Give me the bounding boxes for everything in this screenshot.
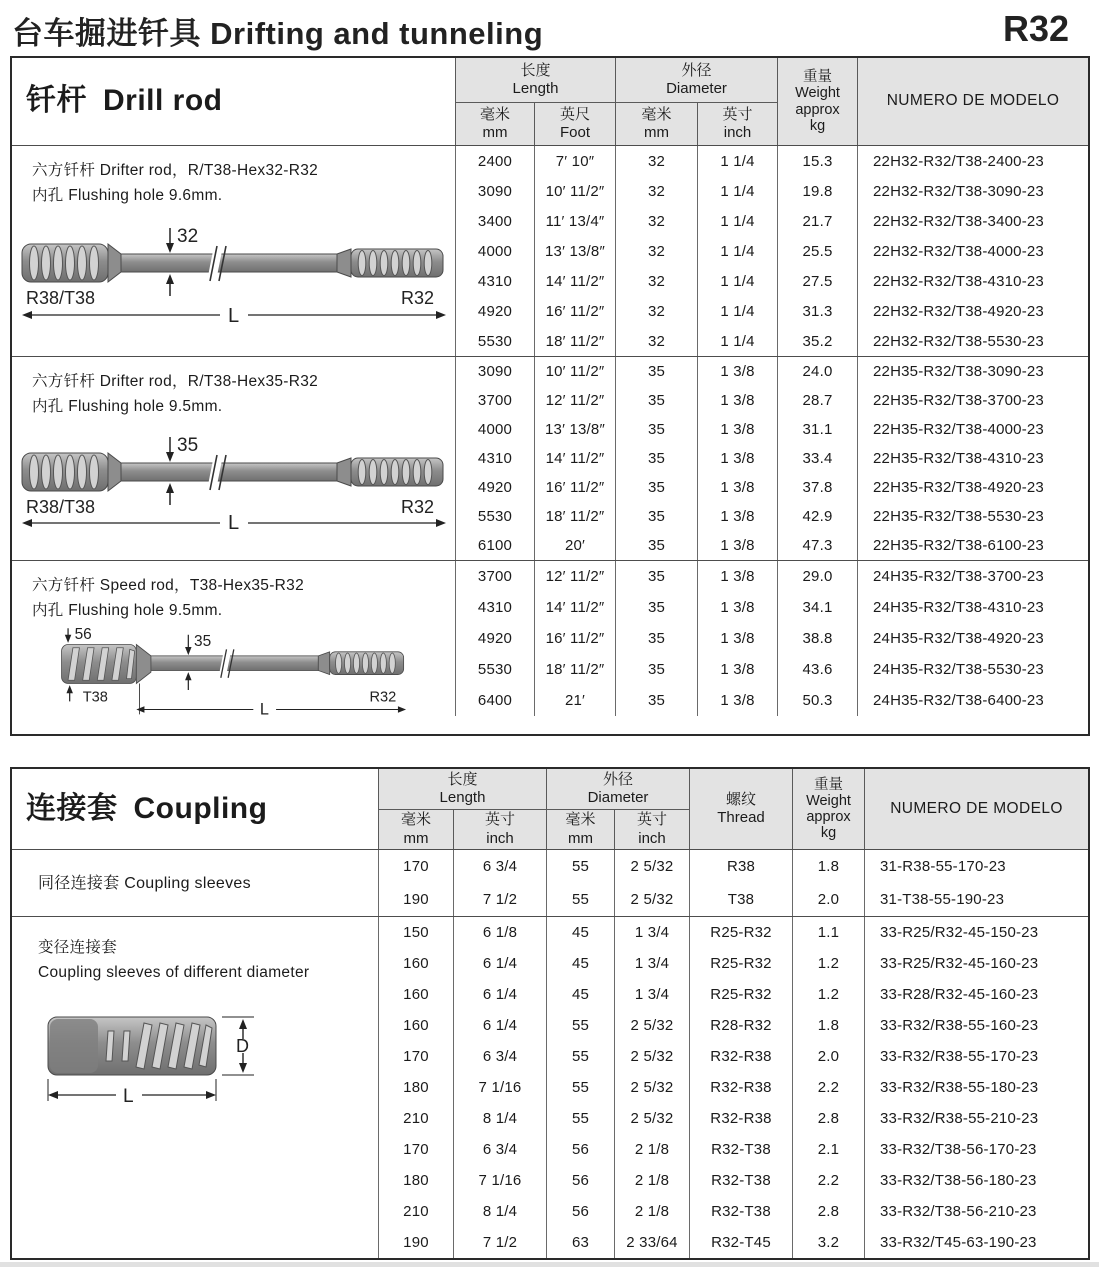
table-cell: 3400 [455,206,534,236]
length-dim-label: L [259,700,269,716]
table-cell: 3700 [455,386,534,415]
table-cell: 3090 [455,357,534,386]
dim-top-label: 32 [177,226,199,247]
drill-rod-title [12,58,455,145]
table-cell: T38 [689,883,792,916]
drill-rod-section-1 [12,146,1088,356]
table-cell: 7′ 10″ [534,146,615,176]
drill-rod-title-zh: 钎杆 [26,84,87,118]
header-diameter: 外径 Diameter [615,58,777,102]
table-cell: 2.0 [792,1041,864,1072]
coupling-title-zh: 连接套 [26,791,118,825]
table-cell: 24H35-R32/T38-3700-23 [857,561,1088,592]
table-cell: 2.8 [792,1103,864,1134]
coupling-title [12,769,378,849]
table-cell: 32 [615,206,697,236]
table-cell: 35 [615,531,697,560]
table-cell: 55 [546,1072,614,1103]
table-cell: 5530 [455,326,534,356]
table-cell: 1 3/8 [697,502,777,531]
table-cell: 55 [546,850,614,883]
table-cell: 14′ 11/2″ [534,444,615,473]
table-cell: 22H32-R32/T38-4000-23 [857,236,1088,266]
table-cell: 1 1/4 [697,146,777,176]
table-cell: R25-R32 [689,948,792,979]
table-cell: 31-T38-55-190-23 [864,883,1088,916]
description-line: Coupling sleeves of different diameter [38,964,310,981]
table-cell: R25-R32 [689,917,792,948]
table-cell: 1 3/8 [697,654,777,685]
table-cell: 35 [615,561,697,592]
description-line: 内孔 Flushing hole 9.6mm. [32,187,223,204]
coupling-section-1 [12,850,1088,916]
table-cell: 22H32-R32/T38-4310-23 [857,266,1088,296]
table-cell: 33-R32/T38-56-180-23 [864,1165,1088,1196]
table-cell: 22H32-R32/T38-3090-23 [857,176,1088,206]
table-cell: 55 [546,883,614,916]
table-cell: 1 3/8 [697,473,777,502]
table-cell: 1 3/8 [697,386,777,415]
table-cell: 34.1 [777,592,857,623]
page-title [12,8,543,53]
table-cell: 6100 [455,531,534,560]
table-cell: 47.3 [777,531,857,560]
coupling-sleeve-diagram [38,999,288,1124]
table-cell: 35 [615,502,697,531]
table-cell: 24H35-R32/T38-4920-23 [857,623,1088,654]
section-description [12,850,378,916]
header-length-inch: 英寸 inch [453,809,546,849]
table-cell: 1.1 [792,917,864,948]
table-cell: 1.8 [792,1010,864,1041]
table-cell: 2 33/64 [614,1227,689,1258]
table-cell: 1 1/4 [697,236,777,266]
table-cell: 2.1 [792,1134,864,1165]
table-cell: 24H35-R32/T38-4310-23 [857,592,1088,623]
table-cell: 28.7 [777,386,857,415]
table-cell: 1 3/8 [697,357,777,386]
table-cell: 56 [546,1134,614,1165]
table-cell: 13′ 13/8″ [534,236,615,266]
table-cell: 1 3/8 [697,531,777,560]
table-cell: 4310 [455,592,534,623]
table-cell: 13′ 13/8″ [534,415,615,444]
table-cell: 35 [615,623,697,654]
table-cell: 2 5/32 [614,1041,689,1072]
table-cell: 6 1/4 [453,979,546,1010]
thread-left-label: R38/T38 [26,288,96,308]
table-cell: 22H32-R32/T38-5530-23 [857,326,1088,356]
table-cell: 32 [615,326,697,356]
table-cell: R32-R38 [689,1072,792,1103]
drill-rod-title-en: Drill rod [103,84,223,118]
table-cell: 31-R38-55-170-23 [864,850,1088,883]
table-cell: 18′ 11/2″ [534,654,615,685]
drill-rod-table [10,56,1090,736]
table-cell: 1 3/8 [697,561,777,592]
table-cell: 1 1/4 [697,206,777,236]
table-cell: 4310 [455,266,534,296]
table-cell: 1 3/4 [614,979,689,1010]
description-line: 变径连接套 [38,939,118,956]
table-cell: 22H35-R32/T38-4000-23 [857,415,1088,444]
table-cell: 35 [615,357,697,386]
table-cell: 42.9 [777,502,857,531]
table-cell: 8 1/4 [453,1196,546,1227]
table-cell: 22H32-R32/T38-2400-23 [857,146,1088,176]
table-cell: 35 [615,685,697,716]
table-cell: 2 5/32 [614,850,689,883]
table-cell: 1.8 [792,850,864,883]
table-cell: 1 1/4 [697,176,777,206]
table-cell: 170 [378,1041,453,1072]
table-cell: 5530 [455,502,534,531]
table-cell: 22H35-R32/T38-4920-23 [857,473,1088,502]
header-length-mm: 毫米 mm [455,102,534,145]
table-cell: 35 [615,473,697,502]
table-cell: 1 1/4 [697,296,777,326]
table-cell: 6 1/8 [453,917,546,948]
table-cell: 2 1/8 [614,1196,689,1227]
table-cell: 4920 [455,473,534,502]
table-cell: 14′ 11/2″ [534,592,615,623]
table-cell: 11′ 13/4″ [534,206,615,236]
table-cell: 22H35-R32/T38-3090-23 [857,357,1088,386]
table-cell: 22H35-R32/T38-3700-23 [857,386,1088,415]
table-cell: 190 [378,883,453,916]
table-cell: 5530 [455,654,534,685]
table-cell: 35 [615,415,697,444]
speed-rod-diagram [18,625,448,716]
table-cell: 35 [615,386,697,415]
table-cell: 1 1/4 [697,326,777,356]
length-dim-label: L [123,1086,134,1107]
description-line: 内孔 Flushing hole 9.5mm. [32,398,223,415]
table-cell: 35.2 [777,326,857,356]
section-description [12,561,455,716]
table-cell: 56 [546,1196,614,1227]
table-cell: 33-R32/T38-56-210-23 [864,1196,1088,1227]
table-cell: 27.5 [777,266,857,296]
drill-rod-section-3 [12,560,1088,734]
table-cell: 2.0 [792,883,864,916]
table-cell: 22H35-R32/T38-5530-23 [857,502,1088,531]
section-description [12,146,455,356]
table-cell: 20′ [534,531,615,560]
table-cell: 45 [546,948,614,979]
section-description [12,917,378,1258]
table-cell: 32 [615,146,697,176]
table-cell: 50.3 [777,685,857,716]
description-line: 内孔 Flushing hole 9.5mm. [32,602,223,619]
table-cell: R32-T45 [689,1227,792,1258]
table-cell: 31.1 [777,415,857,444]
table-cell: 1 3/4 [614,948,689,979]
table-cell: 2400 [455,146,534,176]
thread-left-label: T38 [82,689,108,706]
table-cell: 35 [615,592,697,623]
dim-head-label: 56 [74,625,92,643]
header-length-mm: 毫米 mm [378,809,453,849]
table-cell: 6 3/4 [453,1041,546,1072]
table-cell: 22H32-R32/T38-4920-23 [857,296,1088,326]
table-cell: 2 5/32 [614,883,689,916]
table-cell: 7 1/2 [453,883,546,916]
table-cell: 4000 [455,236,534,266]
table-cell: 160 [378,979,453,1010]
thread-right-label: R32 [401,497,435,517]
diameter-dim-label: D [236,1036,249,1056]
table-cell: 31.3 [777,296,857,326]
table-cell: 35 [615,444,697,473]
table-cell: 2 5/32 [614,1010,689,1041]
coupling-section-2 [12,916,1088,1258]
table-cell: 6 3/4 [453,850,546,883]
table-cell: 33-R32/R38-55-210-23 [864,1103,1088,1134]
table-cell: 160 [378,948,453,979]
drill-rod-table-header [12,58,1088,146]
thread-left-label: R38/T38 [26,497,96,517]
table-cell: 4920 [455,623,534,654]
header-diameter: 外径 Diameter [546,769,689,809]
header-weight: 重量 Weight approx kg [777,58,857,145]
header-length: 长度 Length [455,58,615,102]
table-cell: 170 [378,1134,453,1165]
table-cell: 7 1/16 [453,1072,546,1103]
table-cell: R28-R32 [689,1010,792,1041]
header-model: NUMERO DE MODELO [857,58,1088,145]
table-cell: 35 [615,654,697,685]
table-cell: 22H32-R32/T38-3400-23 [857,206,1088,236]
table-cell: 21.7 [777,206,857,236]
table-cell: 33-R32/T45-63-190-23 [864,1227,1088,1258]
table-cell: 210 [378,1103,453,1134]
table-cell: 3700 [455,561,534,592]
dim-top-label: 35 [194,633,212,651]
table-cell: 33-R25/R32-45-150-23 [864,917,1088,948]
table-cell: 33-R32/R38-55-170-23 [864,1041,1088,1072]
table-cell: 2.2 [792,1072,864,1103]
page-bottom-edge [0,1262,1099,1267]
table-cell: 1 3/8 [697,685,777,716]
table-cell: R25-R32 [689,979,792,1010]
table-cell: 56 [546,1165,614,1196]
header-length: 长度 Length [378,769,546,809]
coupling-title-en: Coupling [133,791,268,825]
table-cell: 6 1/4 [453,948,546,979]
table-cell: 12′ 11/2″ [534,386,615,415]
table-cell: 55 [546,1010,614,1041]
description-line: 六方钎杆 Drifter rod，R/T38-Hex32-R32 [32,162,319,179]
length-dim-label: L [228,512,240,529]
table-cell: 45 [546,917,614,948]
thread-right-label: R32 [401,288,435,308]
table-cell: 6 3/4 [453,1134,546,1165]
table-cell: 1.2 [792,948,864,979]
header-thread: 螺纹 Thread [689,769,792,849]
thread-right-label: R32 [369,689,397,706]
table-cell: 63 [546,1227,614,1258]
table-cell: 32 [615,266,697,296]
header-diameter-mm: 毫米 mm [615,102,697,145]
table-cell: 24H35-R32/T38-5530-23 [857,654,1088,685]
table-cell: 1 3/8 [697,444,777,473]
table-cell: 1 3/8 [697,623,777,654]
table-cell: 29.0 [777,561,857,592]
table-cell: 3090 [455,176,534,206]
table-cell: 15.3 [777,146,857,176]
table-cell: 4310 [455,444,534,473]
table-cell: 16′ 11/2″ [534,296,615,326]
table-cell: 1 3/4 [614,917,689,948]
table-cell: 16′ 11/2″ [534,473,615,502]
header-diameter-inch: 英寸 inch [697,102,777,145]
header-model: NUMERO DE MODELO [864,769,1088,849]
table-cell: 1 3/8 [697,415,777,444]
table-cell: 37.8 [777,473,857,502]
table-cell: 32 [615,176,697,206]
table-cell: 22H35-R32/T38-4310-23 [857,444,1088,473]
table-cell: R32-R38 [689,1041,792,1072]
table-cell: 24.0 [777,357,857,386]
table-cell: 10′ 11/2″ [534,357,615,386]
page-title-zh: 台车掘进钎具 [12,16,201,51]
table-cell: 180 [378,1072,453,1103]
table-cell: 18′ 11/2″ [534,502,615,531]
table-cell: 25.5 [777,236,857,266]
table-cell: R32-R38 [689,1103,792,1134]
table-cell: 2 5/32 [614,1103,689,1134]
page-header [0,0,1099,56]
table-cell: 14′ 11/2″ [534,266,615,296]
table-cell: 33-R32/R38-55-160-23 [864,1010,1088,1041]
table-cell: 32 [615,236,697,266]
table-cell: 8 1/4 [453,1103,546,1134]
table-cell: 150 [378,917,453,948]
coupling-table-header [12,769,1088,850]
section-description [12,357,455,560]
table-cell: 12′ 11/2″ [534,561,615,592]
description-line: 六方钎杆 Drifter rod，R/T38-Hex35-R32 [32,373,319,390]
table-cell: 1 3/8 [697,592,777,623]
header-diameter-mm: 毫米 mm [546,809,614,849]
table-cell: 4920 [455,296,534,326]
coupling-table [10,767,1090,1260]
page-code: R32 [1002,8,1069,49]
drifter-rod-diagram [18,429,448,529]
table-cell: 1.2 [792,979,864,1010]
table-cell: 4000 [455,415,534,444]
table-cell: 19.8 [777,176,857,206]
drill-rod-section-2 [12,356,1088,560]
table-cell: 2 1/8 [614,1134,689,1165]
table-cell: 210 [378,1196,453,1227]
table-cell: 43.6 [777,654,857,685]
table-cell: 33-R25/R32-45-160-23 [864,948,1088,979]
description-line: 六方钎杆 Speed rod，T38-Hex35-R32 [32,577,305,594]
table-cell: 7 1/16 [453,1165,546,1196]
table-cell: 32 [615,296,697,326]
table-cell: 21′ [534,685,615,716]
table-cell: 180 [378,1165,453,1196]
table-cell: 45 [546,979,614,1010]
description-line: 同径连接套 Coupling sleeves [38,874,251,892]
table-cell: 7 1/2 [453,1227,546,1258]
table-cell: 2 5/32 [614,1072,689,1103]
table-cell: 170 [378,850,453,883]
table-cell: 55 [546,1103,614,1134]
dim-top-label: 35 [177,435,199,456]
table-cell: 24H35-R32/T38-6400-23 [857,685,1088,716]
header-diameter-inch: 英寸 inch [614,809,689,849]
table-cell: 16′ 11/2″ [534,623,615,654]
table-cell: 6400 [455,685,534,716]
table-cell: 55 [546,1041,614,1072]
header-weight: 重量 Weight approx kg [792,769,864,849]
table-cell: 2.2 [792,1165,864,1196]
table-cell: 3.2 [792,1227,864,1258]
page-title-en: Drifting and tunneling [210,16,544,51]
table-cell: 33-R32/T38-56-170-23 [864,1134,1088,1165]
table-cell: 2.8 [792,1196,864,1227]
table-cell: 22H35-R32/T38-6100-23 [857,531,1088,560]
table-cell: 33-R28/R32-45-160-23 [864,979,1088,1010]
table-cell: 33.4 [777,444,857,473]
table-cell: 1 1/4 [697,266,777,296]
drifter-rod-diagram [18,218,448,323]
table-cell: R32-T38 [689,1165,792,1196]
header-length-foot: 英尺 Foot [534,102,615,145]
table-cell: R32-T38 [689,1134,792,1165]
table-cell: 38.8 [777,623,857,654]
table-cell: R32-T38 [689,1196,792,1227]
table-cell: R38 [689,850,792,883]
length-dim-label: L [228,305,240,323]
table-cell: 2 1/8 [614,1165,689,1196]
table-cell: 18′ 11/2″ [534,326,615,356]
table-cell: 10′ 11/2″ [534,176,615,206]
table-cell: 190 [378,1227,453,1258]
table-cell: 160 [378,1010,453,1041]
table-cell: 6 1/4 [453,1010,546,1041]
table-cell: 33-R32/R38-55-180-23 [864,1072,1088,1103]
